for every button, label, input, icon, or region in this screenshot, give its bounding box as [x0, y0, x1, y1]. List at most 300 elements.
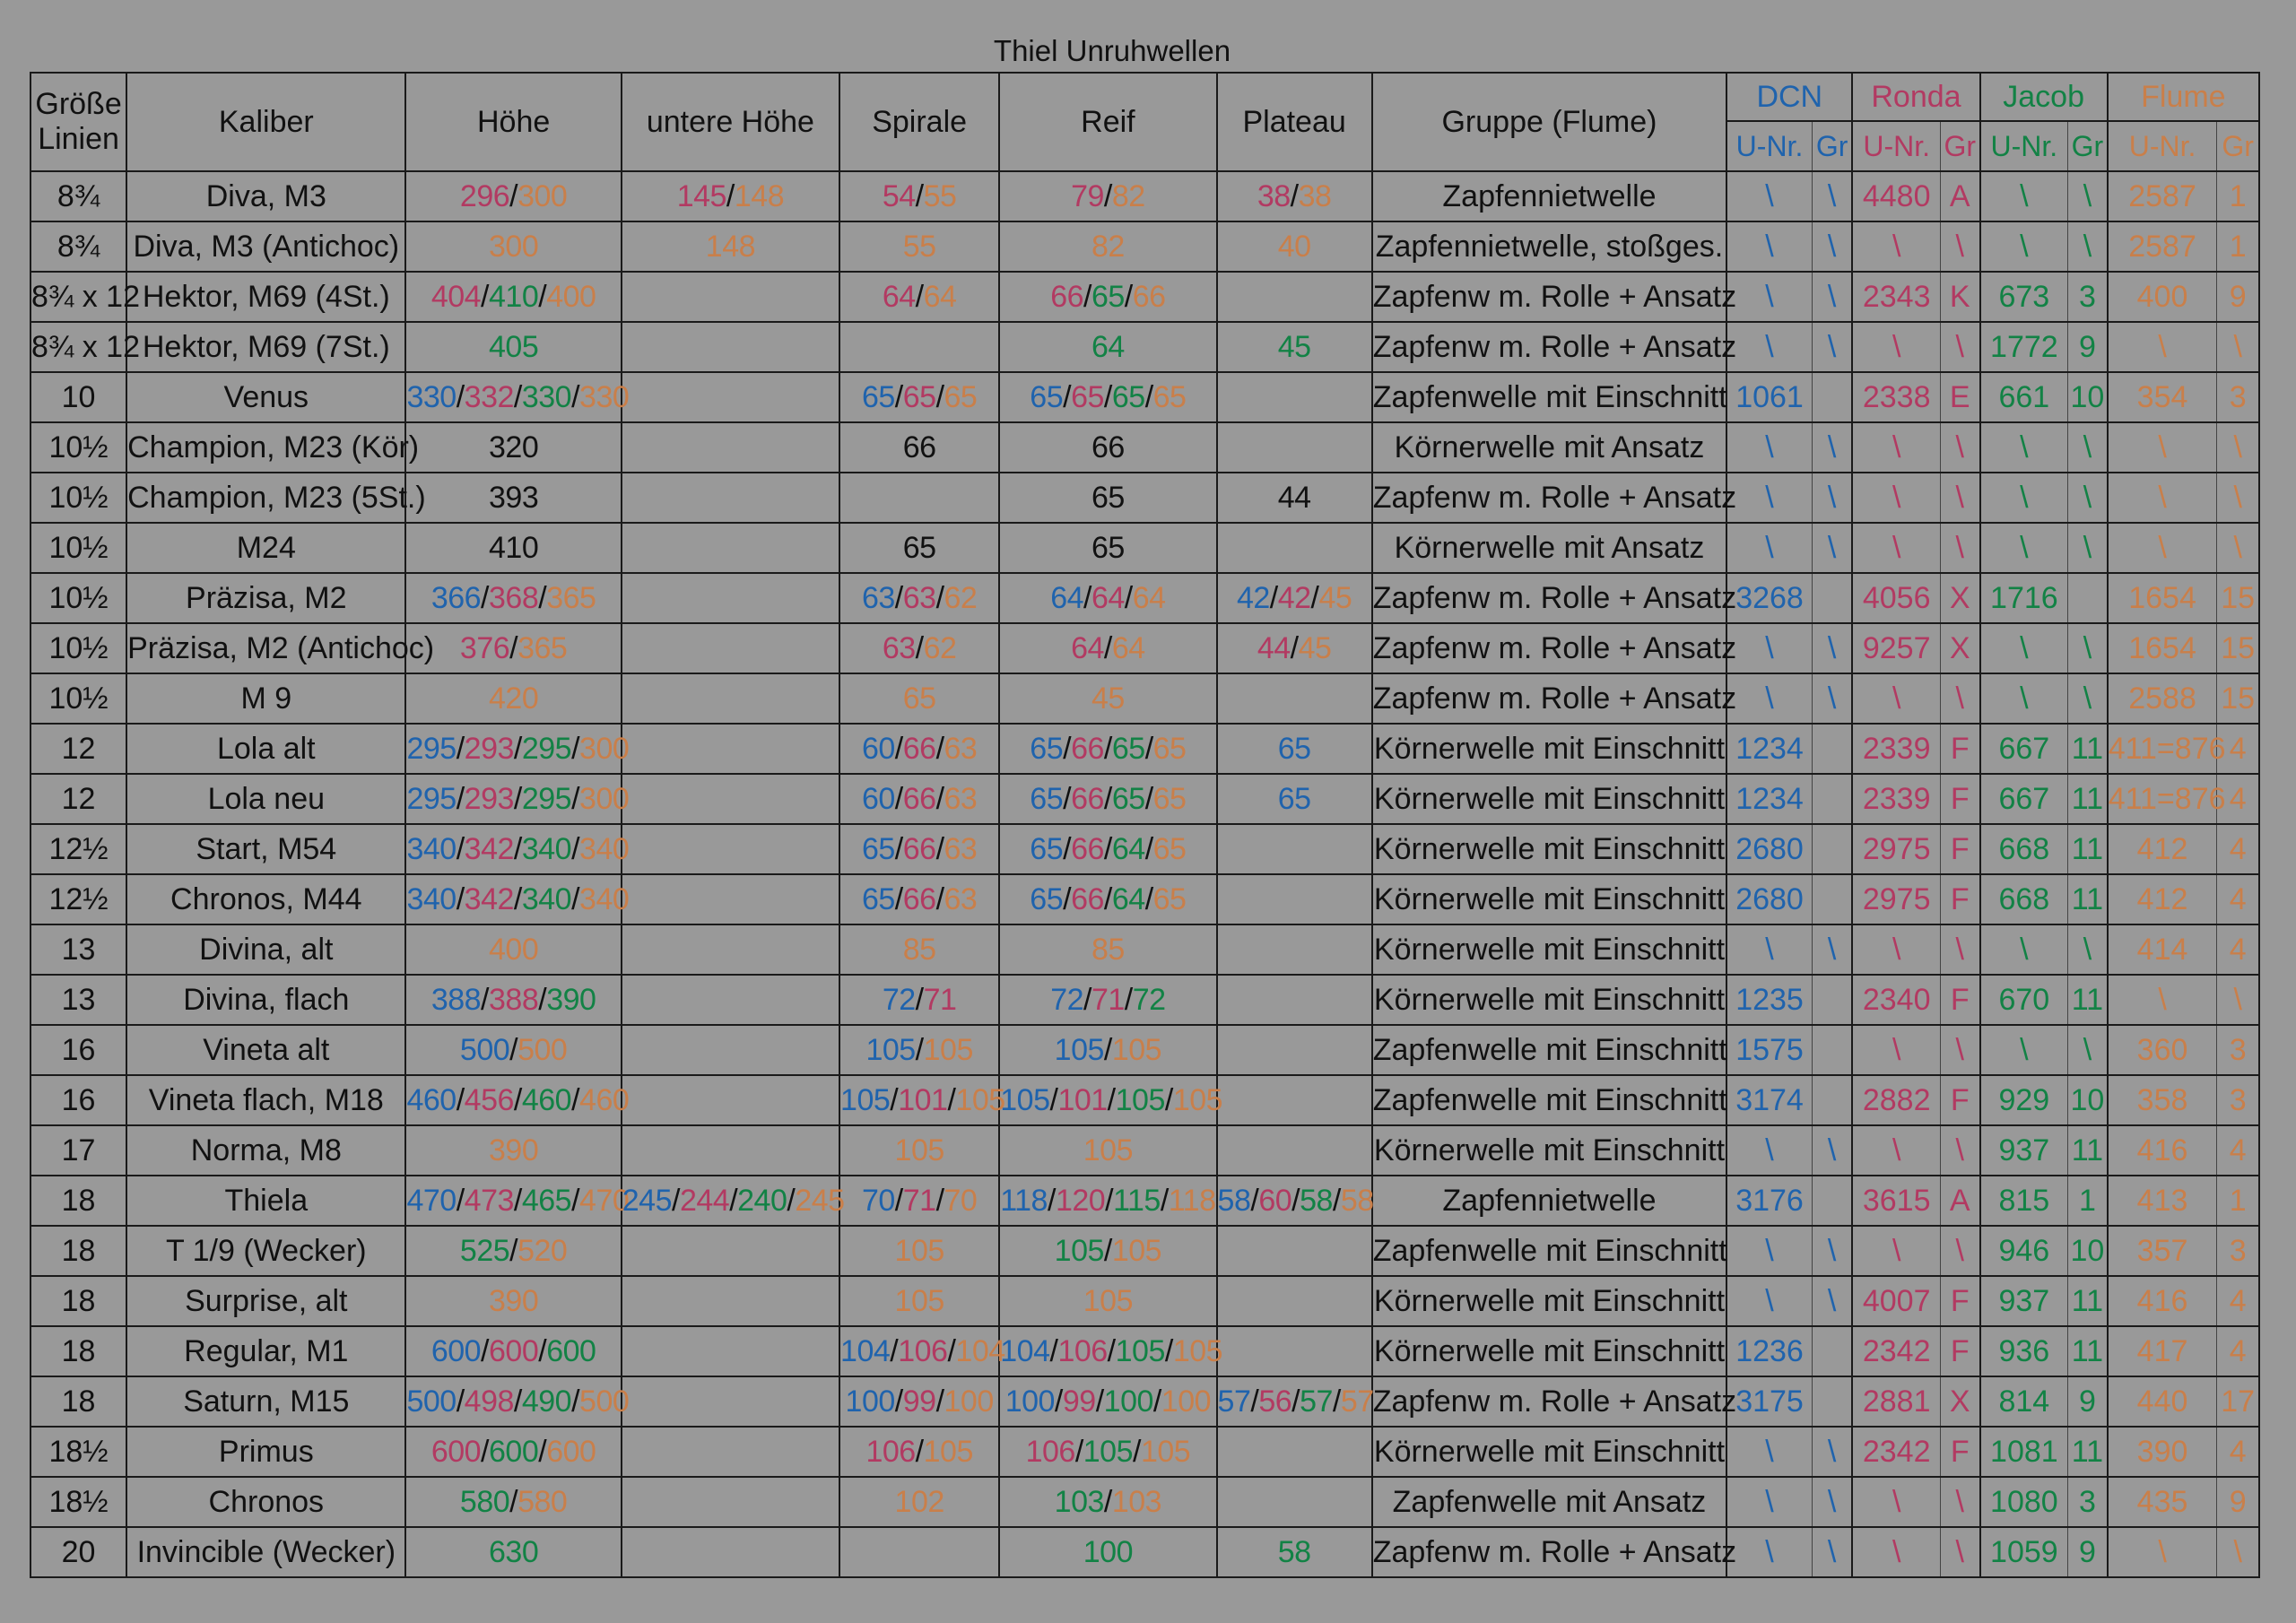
size-cell: 8¾ x 12 [30, 272, 126, 322]
value-separator: / [513, 379, 522, 414]
untere-value: 245 [795, 1183, 845, 1218]
reif-value: 120 [1055, 1183, 1106, 1218]
ronda-gr-cell: A [1940, 1176, 1979, 1226]
gruppe-cell: Körnerwelle mit Ansatz [1372, 523, 1726, 573]
jacob-unr-cell: 929 [1980, 1075, 2068, 1125]
reif-value: 65 [1030, 881, 1064, 916]
jacob-gr-cell: 3 [2068, 1477, 2108, 1527]
header-dcn-unr: U-Nr. [1726, 121, 1812, 171]
ronda-unr-cell: 2882 [1852, 1075, 1940, 1125]
table-row [30, 1477, 2259, 1527]
kaliber-cell: Chronos [126, 1477, 405, 1527]
value-separator: / [1124, 580, 1133, 615]
gruppe-cell: Körnerwelle mit Einschnitt [1372, 1326, 1726, 1376]
ronda-unr-cell: \ [1852, 422, 1940, 473]
value-separator: / [915, 1434, 924, 1469]
spirale-cell [839, 1176, 999, 1226]
dcn-unr-cell: 1235 [1726, 975, 1812, 1025]
reif-value: 85 [1091, 932, 1125, 967]
jacob-unr-cell: 673 [1980, 272, 2068, 322]
hoehe-cell [405, 1326, 621, 1376]
table-row [30, 221, 2259, 272]
reif-cell [999, 523, 1216, 573]
kaliber-cell: Hektor, M69 (4St.) [126, 272, 405, 322]
ronda-unr-cell: 9257 [1852, 623, 1940, 673]
reif-value: 65 [1111, 731, 1145, 766]
hoehe-value: 630 [489, 1534, 539, 1569]
flume-gr-cell: 4 [2217, 1326, 2259, 1376]
plateau-value: 57 [1217, 1384, 1251, 1419]
reif-cell [999, 1376, 1216, 1427]
hoehe-value: 460 [521, 1082, 572, 1117]
kaliber-cell: Norma, M8 [126, 1125, 405, 1176]
table-row [30, 874, 2259, 924]
kaliber-cell: M 9 [126, 673, 405, 724]
jacob-gr-cell: 11 [2068, 975, 2108, 1025]
table-row [30, 1427, 2259, 1477]
ronda-unr-cell: 4480 [1852, 171, 1940, 221]
header-ronda-gr: Gr [1940, 121, 1979, 171]
spirale-value: 105 [955, 1082, 1005, 1117]
dcn-unr-cell: \ [1726, 1276, 1812, 1326]
jacob-gr-cell: 10 [2068, 1226, 2108, 1276]
ronda-gr-cell: X [1940, 1376, 1979, 1427]
value-separator: / [456, 781, 465, 816]
hoehe-cell [405, 422, 621, 473]
value-separator: / [1103, 1233, 1112, 1268]
size-cell: 10½ [30, 523, 126, 573]
table-title: Thiel Unruhwellen [993, 34, 1231, 67]
hoehe-value: 368 [489, 580, 539, 615]
spirale-cell [839, 221, 999, 272]
plateau-cell [1217, 824, 1372, 874]
hoehe-value: 388 [489, 982, 539, 1017]
gruppe-cell: Zapfenw m. Rolle + Ansatz [1372, 673, 1726, 724]
reif-value: 100 [1103, 1384, 1153, 1419]
reif-cell [999, 1075, 1223, 1125]
hoehe-value: 390 [546, 982, 596, 1017]
flume-gr-cell: 1 [2217, 171, 2259, 221]
flume-gr-cell: 15 [2217, 573, 2259, 623]
header-ronda: Ronda [1852, 73, 1979, 121]
ronda-gr-cell: \ [1940, 422, 1979, 473]
dcn-unr-cell: 1236 [1726, 1326, 1812, 1376]
spirale-value: 105 [894, 1283, 944, 1318]
gruppe-cell: Zapfenwelle mit Ansatz [1372, 1477, 1726, 1527]
reif-value: 72 [1132, 982, 1166, 1017]
jacob-unr-cell: \ [1980, 171, 2068, 221]
spirale-cell [839, 1075, 1005, 1125]
size-cell: 10½ [30, 623, 126, 673]
size-cell: 10 [30, 372, 126, 422]
untere-value: 240 [737, 1183, 787, 1218]
jacob-gr-cell: 10 [2068, 372, 2108, 422]
reif-value: 65 [1152, 781, 1187, 816]
flume-unr-cell: 360 [2108, 1025, 2217, 1075]
table-row [30, 1125, 2259, 1176]
header-gruppe: Gruppe (Flume) [1372, 73, 1726, 171]
jacob-gr-cell: 9 [2068, 1527, 2108, 1577]
hoehe-value: 332 [464, 379, 514, 414]
reif-value: 105 [1115, 1082, 1165, 1117]
gruppe-cell: Körnerwelle mit Ansatz [1372, 422, 1726, 473]
ronda-unr-cell: \ [1852, 673, 1940, 724]
dcn-unr-cell: \ [1726, 673, 1812, 724]
reif-cell [999, 1176, 1216, 1226]
jacob-unr-cell: 1059 [1980, 1527, 2068, 1577]
spirale-cell [839, 473, 999, 523]
reif-value: 64 [1111, 630, 1145, 665]
hoehe-value: 600 [546, 1434, 596, 1469]
untere-hoehe-cell [622, 673, 839, 724]
plateau-cell [1217, 272, 1372, 322]
spirale-value: 72 [882, 982, 916, 1017]
gruppe-cell: Zapfenw m. Rolle + Ansatz [1372, 573, 1726, 623]
value-separator: / [1144, 379, 1153, 414]
untere-value: 148 [705, 229, 756, 264]
dcn-gr-cell [1812, 774, 1852, 824]
reif-value: 65 [1152, 831, 1187, 866]
flume-unr-cell: 358 [2108, 1075, 2217, 1125]
spirale-cell [839, 322, 999, 372]
jacob-unr-cell: 661 [1980, 372, 2068, 422]
untere-hoehe-cell [622, 272, 839, 322]
hoehe-value: 470 [406, 1183, 457, 1218]
ronda-unr-cell: \ [1852, 924, 1940, 975]
ronda-unr-cell: 2975 [1852, 824, 1940, 874]
gruppe-cell: Zapfennietwelle [1372, 1176, 1726, 1226]
spirale-value: 106 [865, 1434, 916, 1469]
dcn-unr-cell: \ [1726, 623, 1812, 673]
hoehe-value: 498 [464, 1384, 514, 1419]
value-separator: / [1160, 1183, 1169, 1218]
spirale-value: 66 [902, 731, 936, 766]
reif-cell [999, 975, 1216, 1025]
hoehe-value: 393 [489, 480, 539, 515]
kaliber-cell: Präzisa, M2 [126, 573, 405, 623]
plateau-value: 38 [1298, 178, 1332, 213]
hoehe-value: 293 [464, 781, 514, 816]
value-separator: / [481, 1434, 489, 1469]
kaliber-cell: T 1/9 (Wecker) [126, 1226, 405, 1276]
ronda-gr-cell: A [1940, 171, 1979, 221]
hoehe-value: 300 [489, 229, 539, 264]
shafts-table [30, 72, 2260, 1578]
untere-hoehe-cell [622, 322, 839, 372]
header-flume-gr: Gr [2217, 121, 2259, 171]
value-separator: / [571, 1384, 580, 1419]
table-row [30, 372, 2259, 422]
hoehe-cell [405, 623, 621, 673]
ronda-gr-cell: F [1940, 1276, 1979, 1326]
hoehe-cell [405, 1075, 630, 1125]
spirale-cell [839, 924, 999, 975]
dcn-gr-cell: \ [1812, 1276, 1852, 1326]
jacob-unr-cell: 668 [1980, 874, 2068, 924]
spirale-value: 63 [944, 831, 978, 866]
untere-hoehe-cell [622, 1276, 839, 1326]
jacob-gr-cell: 11 [2068, 824, 2108, 874]
value-separator: / [509, 630, 518, 665]
ronda-gr-cell: \ [1940, 924, 1979, 975]
untere-hoehe-cell [622, 1376, 839, 1427]
spirale-value: 66 [902, 781, 936, 816]
gruppe-cell: Körnerwelle mit Einschnitt [1372, 1427, 1726, 1477]
spirale-value: 60 [861, 781, 895, 816]
table-row [30, 422, 2259, 473]
flume-unr-cell: 412 [2108, 824, 2217, 874]
ronda-gr-cell: \ [1940, 473, 1979, 523]
jacob-gr-cell: 9 [2068, 322, 2108, 372]
kaliber-cell: Divina, flach [126, 975, 405, 1025]
flume-unr-cell: 417 [2108, 1326, 2217, 1376]
plateau-cell [1217, 171, 1372, 221]
jacob-unr-cell: \ [1980, 473, 2068, 523]
ronda-gr-cell: K [1940, 272, 1979, 322]
hoehe-value: 600 [430, 1434, 482, 1469]
size-cell: 18 [30, 1326, 126, 1376]
size-cell: 12 [30, 724, 126, 774]
table-row [30, 924, 2259, 975]
dcn-unr-cell: 1061 [1726, 372, 1812, 422]
hoehe-cell [405, 221, 621, 272]
jacob-gr-cell: 11 [2068, 1427, 2108, 1477]
value-separator: / [1103, 881, 1112, 916]
value-separator: / [481, 1333, 489, 1368]
header-dcn: DCN [1726, 73, 1852, 121]
value-separator: / [1332, 1183, 1341, 1218]
dcn-gr-cell [1812, 874, 1852, 924]
reif-value: 65 [1152, 731, 1187, 766]
value-separator: / [1054, 1384, 1063, 1419]
value-separator: / [513, 1384, 522, 1419]
reif-value: 66 [1071, 831, 1104, 866]
plateau-cell [1217, 1025, 1372, 1075]
dcn-unr-cell: \ [1726, 1226, 1812, 1276]
value-separator: / [1290, 178, 1299, 213]
hoehe-value: 460 [579, 1082, 630, 1117]
jacob-gr-cell: 11 [2068, 774, 2108, 824]
hoehe-value: 404 [430, 279, 482, 314]
plateau-cell [1217, 1326, 1372, 1376]
untere-hoehe-cell [622, 171, 839, 221]
flume-unr-cell: 357 [2108, 1226, 2217, 1276]
value-separator: / [456, 831, 465, 866]
kaliber-cell: Lola neu [126, 774, 405, 824]
hoehe-value: 295 [521, 731, 572, 766]
jacob-unr-cell: 814 [1980, 1376, 2068, 1427]
hoehe-value: 390 [489, 1133, 539, 1167]
spirale-value: 71 [923, 982, 957, 1017]
plateau-cell [1217, 523, 1372, 573]
value-separator: / [915, 1032, 924, 1067]
jacob-unr-cell: \ [1980, 1025, 2068, 1075]
hoehe-value: 470 [579, 1183, 630, 1218]
size-cell: 10½ [30, 673, 126, 724]
reif-cell [999, 171, 1216, 221]
header-hoehe: Höhe [405, 73, 621, 171]
flume-gr-cell: \ [2217, 1527, 2259, 1577]
spirale-cell [839, 171, 999, 221]
hoehe-cell [405, 1477, 621, 1527]
flume-gr-cell: \ [2217, 975, 2259, 1025]
hoehe-cell [405, 924, 621, 975]
dcn-gr-cell: \ [1812, 1226, 1852, 1276]
flume-unr-cell: 413 [2108, 1176, 2217, 1226]
reif-value: 65 [1091, 279, 1125, 314]
hoehe-value: 456 [464, 1082, 514, 1117]
spirale-value: 65 [944, 379, 978, 414]
plateau-cell [1217, 372, 1372, 422]
value-separator: / [894, 831, 903, 866]
ronda-unr-cell: \ [1852, 1527, 1940, 1577]
spirale-cell [839, 824, 999, 874]
plateau-cell [1217, 1075, 1372, 1125]
value-separator: / [1083, 580, 1091, 615]
hoehe-value: 293 [464, 731, 514, 766]
value-separator: / [456, 881, 465, 916]
value-separator: / [672, 1183, 680, 1218]
reif-value: 103 [1054, 1484, 1104, 1519]
gruppe-cell: Körnerwelle mit Einschnitt [1372, 724, 1726, 774]
dcn-gr-cell [1812, 372, 1852, 422]
reif-cell [999, 1427, 1216, 1477]
spirale-value: 105 [923, 1434, 973, 1469]
flume-gr-cell: 4 [2217, 1276, 2259, 1326]
dcn-unr-cell: \ [1726, 221, 1812, 272]
plateau-value: 44 [1277, 480, 1311, 515]
size-cell: 18½ [30, 1427, 126, 1477]
plateau-cell [1217, 1477, 1372, 1527]
value-separator: / [1164, 1082, 1173, 1117]
ronda-unr-cell: 2881 [1852, 1376, 1940, 1427]
table-row [30, 523, 2259, 573]
dcn-gr-cell: \ [1812, 171, 1852, 221]
jacob-unr-cell: 1080 [1980, 1477, 2068, 1527]
spirale-value: 66 [902, 831, 936, 866]
value-separator: / [1292, 1183, 1300, 1218]
table-row [30, 1025, 2259, 1075]
reif-value: 105 [1115, 1333, 1165, 1368]
reif-value: 105 [1111, 1233, 1162, 1268]
size-cell: 16 [30, 1025, 126, 1075]
value-separator: / [571, 731, 580, 766]
dcn-unr-cell: \ [1726, 523, 1812, 573]
dcn-gr-cell: \ [1812, 1477, 1852, 1527]
value-separator: / [1049, 1333, 1058, 1368]
size-cell: 16 [30, 1075, 126, 1125]
dcn-unr-cell: \ [1726, 1477, 1812, 1527]
value-separator: / [890, 1333, 899, 1368]
reif-value: 100 [1004, 1384, 1055, 1419]
jacob-gr-cell [2068, 573, 2108, 623]
spirale-cell [839, 1326, 1005, 1376]
ronda-gr-cell: \ [1940, 1226, 1979, 1276]
reif-value: 64 [1050, 580, 1084, 615]
flume-unr-cell: 414 [2108, 924, 2217, 975]
value-separator: / [935, 781, 944, 816]
reif-value: 100 [1083, 1534, 1133, 1569]
hoehe-value: 390 [489, 1283, 539, 1318]
spirale-value: 70 [944, 1183, 978, 1218]
untere-hoehe-cell [622, 1125, 839, 1176]
header-kaliber: Kaliber [126, 73, 405, 171]
ronda-gr-cell: F [1940, 1326, 1979, 1376]
ronda-unr-cell: 4056 [1852, 573, 1940, 623]
size-cell: 8¾ x 12 [30, 322, 126, 372]
spirale-cell [839, 1376, 999, 1427]
jacob-unr-cell: 937 [1980, 1125, 2068, 1176]
hoehe-value: 420 [489, 681, 539, 716]
table-row [30, 774, 2259, 824]
hoehe-cell [405, 1176, 630, 1226]
reif-value: 66 [1050, 279, 1084, 314]
kaliber-cell: Lola alt [126, 724, 405, 774]
reif-cell [999, 1527, 1216, 1577]
hoehe-value: 405 [489, 329, 539, 364]
size-cell: 18 [30, 1226, 126, 1276]
value-separator: / [915, 982, 924, 1017]
spirale-value: 71 [902, 1183, 936, 1218]
value-separator: / [538, 1434, 547, 1469]
flume-unr-cell: 411=876 [2108, 724, 2217, 774]
ronda-unr-cell: \ [1852, 221, 1940, 272]
value-separator: / [915, 178, 924, 213]
jacob-gr-cell: \ [2068, 623, 2108, 673]
dcn-gr-cell [1812, 1075, 1852, 1125]
ronda-gr-cell: \ [1940, 523, 1979, 573]
reif-cell [999, 1226, 1216, 1276]
untere-value: 145 [676, 178, 726, 213]
spirale-value: 62 [944, 580, 978, 615]
jacob-gr-cell: \ [2068, 673, 2108, 724]
header-reif: Reif [999, 73, 1216, 171]
reif-value: 64 [1111, 831, 1145, 866]
hoehe-value: 410 [489, 530, 539, 565]
reif-cell [999, 272, 1216, 322]
jacob-gr-cell: \ [2068, 473, 2108, 523]
value-separator: / [1063, 881, 1072, 916]
dcn-unr-cell: 3268 [1726, 573, 1812, 623]
dcn-gr-cell [1812, 1326, 1852, 1376]
reif-value: 64 [1091, 329, 1125, 364]
value-separator: / [935, 1183, 944, 1218]
value-separator: / [513, 781, 522, 816]
gruppe-cell: Körnerwelle mit Einschnitt [1372, 924, 1726, 975]
reif-value: 66 [1091, 430, 1125, 464]
untere-hoehe-cell [622, 422, 839, 473]
dcn-gr-cell: \ [1812, 523, 1852, 573]
reif-cell [999, 372, 1216, 422]
value-separator: / [890, 1082, 899, 1117]
value-separator: / [1074, 1434, 1083, 1469]
hoehe-value: 400 [546, 279, 596, 314]
reif-cell [999, 673, 1216, 724]
spirale-value: 55 [902, 229, 936, 264]
spirale-value: 63 [882, 630, 916, 665]
hoehe-value: 600 [430, 1333, 482, 1368]
ronda-unr-cell: 2338 [1852, 372, 1940, 422]
hoehe-cell [405, 1427, 621, 1477]
reif-value: 105 [1083, 1133, 1133, 1167]
ronda-gr-cell: \ [1940, 1477, 1979, 1527]
value-separator: / [915, 630, 924, 665]
flume-unr-cell: 400 [2108, 272, 2217, 322]
reif-value: 66 [1132, 279, 1166, 314]
value-separator: / [513, 731, 522, 766]
table-row [30, 623, 2259, 673]
value-separator: / [1047, 1183, 1056, 1218]
